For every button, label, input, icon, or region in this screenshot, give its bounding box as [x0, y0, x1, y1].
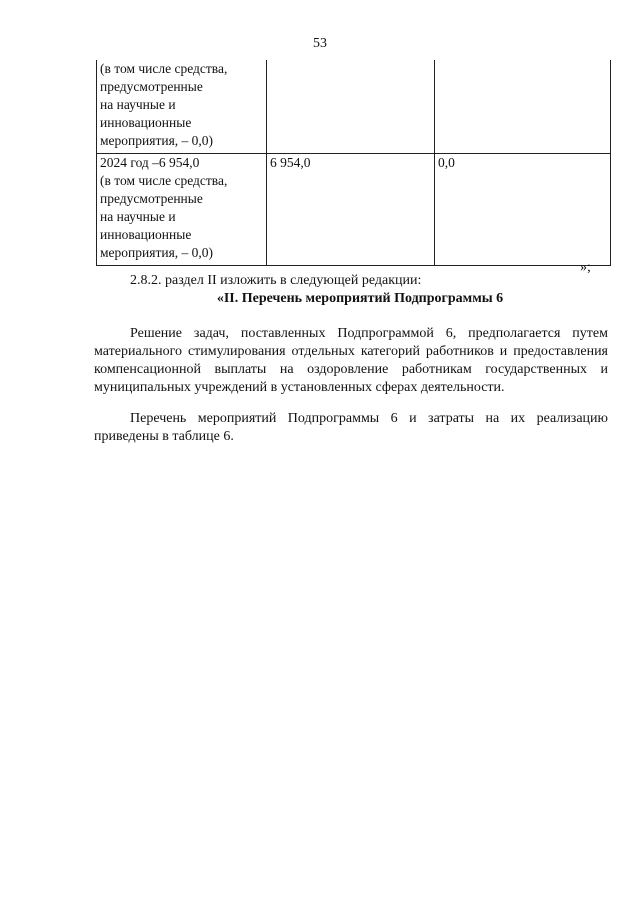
- table-cell-total: 6 954,0: [267, 154, 435, 266]
- cell-line: мероприятия, – 0,0): [100, 245, 214, 260]
- table-cell-description: [97, 60, 267, 154]
- table-cell-description: [97, 154, 267, 266]
- closing-quote: »;: [580, 260, 591, 275]
- cell-line: предусмотренные: [100, 79, 203, 94]
- cell-line: (в том числе средства,: [100, 61, 228, 76]
- section-instruction: 2.8.2. раздел II изложить в следующей редакции:: [130, 273, 422, 288]
- cell-line: инновационные: [100, 115, 192, 130]
- budget-table: [96, 60, 611, 266]
- table-row: [97, 154, 611, 266]
- table-row: [97, 60, 611, 154]
- cell-line: инновационные: [100, 227, 192, 242]
- cell-line: (в том числе средства,: [100, 173, 228, 188]
- table-cell-value: [435, 60, 611, 154]
- cell-line: 2024 год –6 954,0: [100, 155, 200, 170]
- page-number: 53: [313, 36, 327, 51]
- cell-line: мероприятия, – 0,0): [100, 133, 214, 148]
- cell-line: на научные и: [100, 97, 176, 112]
- section-title: «II. Перечень мероприятий Подпрограммы 6: [216, 291, 504, 306]
- paragraph: Перечень мероприятий Подпрограммы 6 и затраты на их реализацию приведены в таблице 6.: [94, 411, 608, 444]
- table-cell-value: 0,0: [435, 154, 611, 266]
- paragraph: Решение задач, поставленных Подпрограммой 6, предполагается путем материального стимулирования отдельных категорий работников и предоставления компенсационной выплаты на оздоровление работникам государственных и муниципальных учреждений в установленных сферах деятельности.: [94, 326, 608, 395]
- cell-line: на научные и: [100, 209, 176, 224]
- cell-line: предусмотренные: [100, 191, 203, 206]
- table-cell-total: [267, 60, 435, 154]
